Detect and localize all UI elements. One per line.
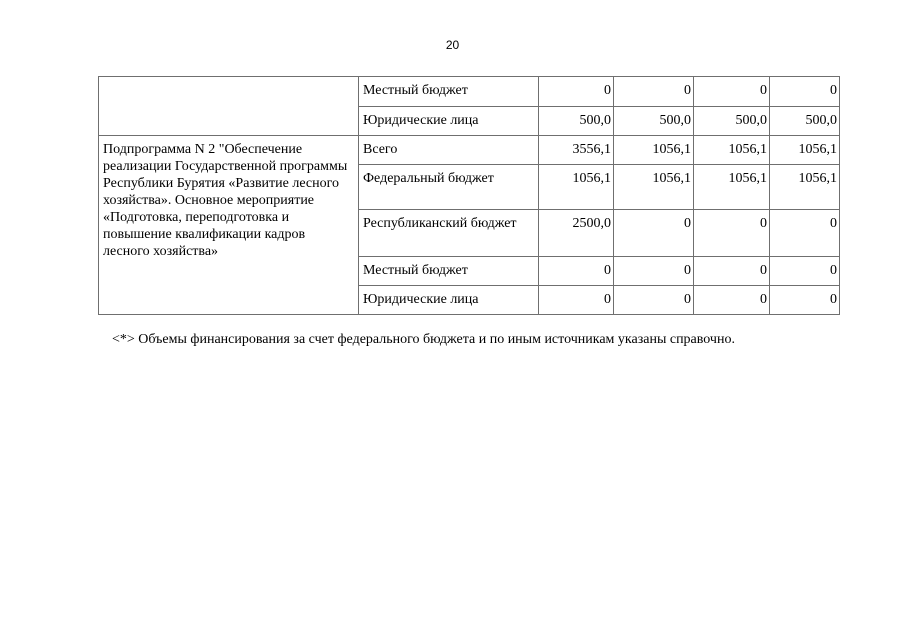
value-cell: 3556,1 <box>539 136 614 165</box>
value-cell: 0 <box>614 210 694 257</box>
source-cell: Юридические лица <box>359 107 539 136</box>
page-number: 20 <box>445 38 460 52</box>
source-cell: Местный бюджет <box>359 257 539 286</box>
value-cell: 1056,1 <box>614 165 694 210</box>
source-cell: Юридические лица <box>359 286 539 315</box>
source-cell: Республиканский бюджет <box>359 210 539 257</box>
value-cell: 0 <box>694 257 770 286</box>
footnote: <*> Объемы финансирования за счет федерального бюджета и по иным источникам указаны справочно. <box>112 332 735 347</box>
value-cell: 1056,1 <box>694 165 770 210</box>
value-cell: 0 <box>539 286 614 315</box>
table-row <box>99 77 840 107</box>
value-cell: 1056,1 <box>770 165 840 210</box>
value-cell: 500,0 <box>770 107 840 136</box>
source-cell: Всего <box>359 136 539 165</box>
value-cell: 0 <box>694 210 770 257</box>
value-cell: 1056,1 <box>694 136 770 165</box>
value-cell: 1056,1 <box>539 165 614 210</box>
value-cell: 500,0 <box>614 107 694 136</box>
value-cell: 1056,1 <box>614 136 694 165</box>
value-cell: 500,0 <box>539 107 614 136</box>
table-row <box>99 136 840 165</box>
value-cell: 0 <box>770 286 840 315</box>
value-cell: 0 <box>539 77 614 107</box>
empty-program-cell <box>99 77 359 136</box>
value-cell: 0 <box>614 77 694 107</box>
value-cell: 500,0 <box>694 107 770 136</box>
source-cell: Местный бюджет <box>359 77 539 107</box>
source-cell: Федеральный бюджет <box>359 165 539 210</box>
value-cell: 0 <box>770 77 840 107</box>
financing-table <box>98 76 840 315</box>
value-cell: 0 <box>694 77 770 107</box>
value-cell: 0 <box>694 286 770 315</box>
value-cell: 2500,0 <box>539 210 614 257</box>
value-cell: 0 <box>539 257 614 286</box>
value-cell: 1056,1 <box>770 136 840 165</box>
value-cell: 0 <box>770 210 840 257</box>
subprogram-title: Подпрограмма N 2 "Обеспечение реализации Государственной программы Республики Бурятия «Развитие лесного хозяйства». Основное мероприятие «Подготовка, переподготовка и повышение квалификации кадров лесного хозяйства» <box>99 136 359 315</box>
value-cell: 0 <box>614 286 694 315</box>
value-cell: 0 <box>770 257 840 286</box>
value-cell: 0 <box>614 257 694 286</box>
